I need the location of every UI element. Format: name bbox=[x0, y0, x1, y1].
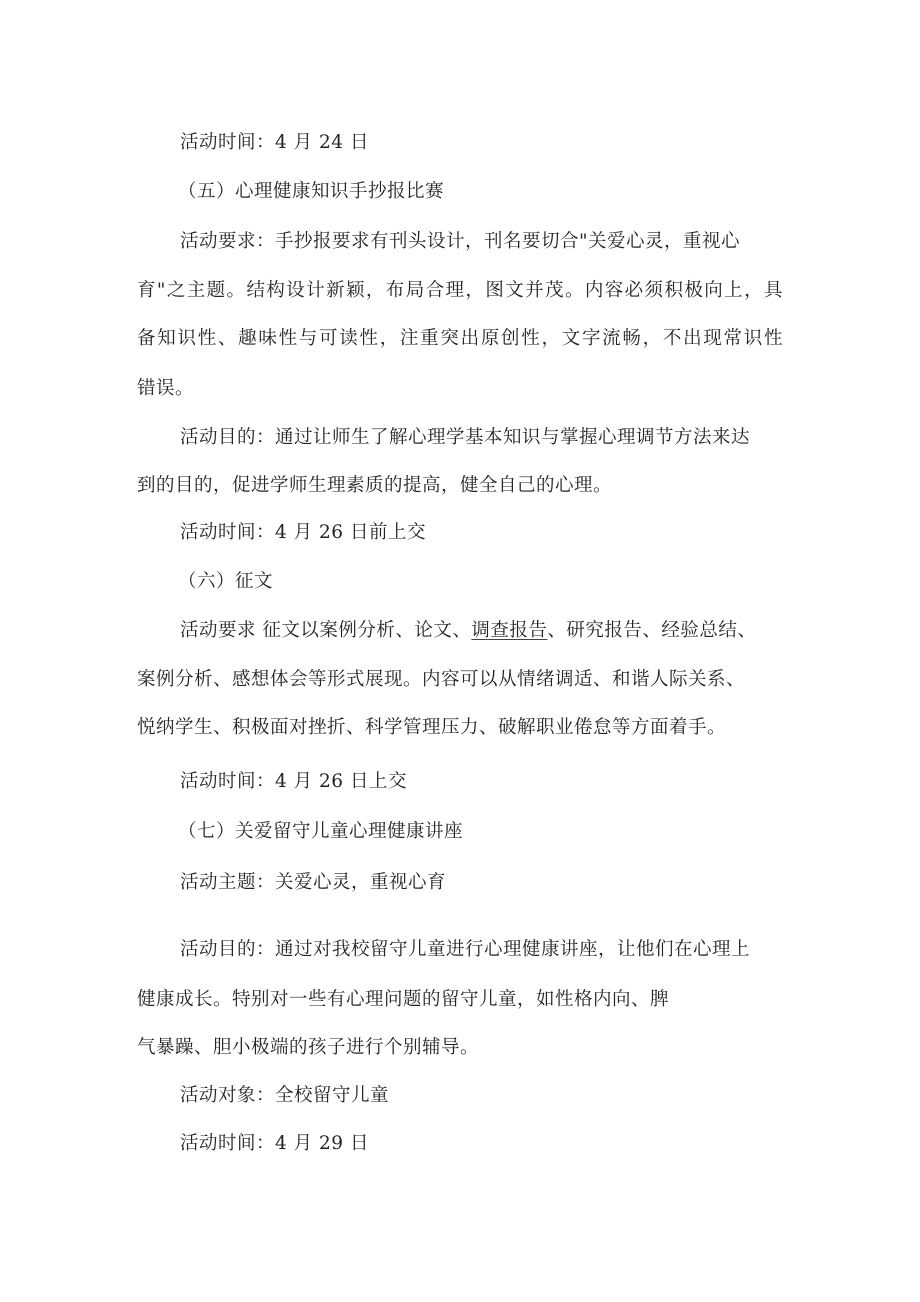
essay-requirement-line-3: 悦纳学生、积极面对挫折、科学管理压力、破解职业倦怠等方面着手。 bbox=[137, 717, 727, 738]
essay-requirement-text-a: 活动要求 征文以案例分析、论文、 bbox=[180, 620, 472, 641]
lecture-purpose-line-2: 健康成长。特别对一些有心理问题的留守儿童，如性格内向、脾 bbox=[137, 989, 670, 1010]
activity-target: 活动对象：全校留守儿童 bbox=[180, 1085, 390, 1106]
requirement-line-1: 活动要求：手抄报要求有刊头设计，刊名要切合"关爱心灵，重视心 bbox=[180, 231, 741, 252]
purpose-line-2: 到的目的，促进学师生理素质的提高，健全自己的心理。 bbox=[137, 475, 613, 496]
activity-time-26-before: 活动时间：4 月 26 日前上交 bbox=[180, 522, 426, 543]
section-heading-6: （六）征文 bbox=[178, 571, 274, 592]
requirement-line-3: 备知识性、趣味性与可读性，注重突出原创性，文字流畅，不出现常识性 bbox=[137, 328, 783, 349]
requirement-line-2: 育"之主题。结构设计新颖，布局合理，图文并茂。内容必须积极向上，具 bbox=[137, 280, 783, 301]
activity-time-24: 活动时间：4 月 24 日 bbox=[180, 132, 369, 153]
survey-report-link[interactable]: 调查报告 bbox=[471, 620, 548, 641]
lecture-purpose-line-1: 活动目的：通过对我校留守儿童进行心理健康讲座，让他们在心理上 bbox=[180, 939, 751, 960]
essay-requirement-text-b: 、研究报告、经验总结、 bbox=[547, 620, 757, 641]
purpose-line-1: 活动目的：通过让师生了解心理学基本知识与掌握心理调节方法来达 bbox=[180, 427, 751, 448]
activity-time-29: 活动时间：4 月 29 日 bbox=[180, 1133, 369, 1154]
section-heading-7: （七）关爱留守儿童心理健康讲座 bbox=[178, 821, 464, 842]
activity-theme: 活动主题：关爱心灵，重视心育 bbox=[180, 872, 447, 893]
essay-requirement-line-2: 案例分析、感想体会等形式展现。内容可以从情绪调适、和谐人际关系、 bbox=[137, 669, 746, 690]
essay-requirement-line-1 bbox=[180, 619, 756, 643]
requirement-line-4: 错误。 bbox=[137, 378, 195, 399]
activity-time-26-submit: 活动时间：4 月 26 日上交 bbox=[180, 771, 407, 792]
section-heading-5: （五）心理健康知识手抄报比赛 bbox=[178, 181, 445, 202]
lecture-purpose-line-3: 气暴躁、胆小极端的孩子进行个别辅导。 bbox=[137, 1037, 480, 1058]
